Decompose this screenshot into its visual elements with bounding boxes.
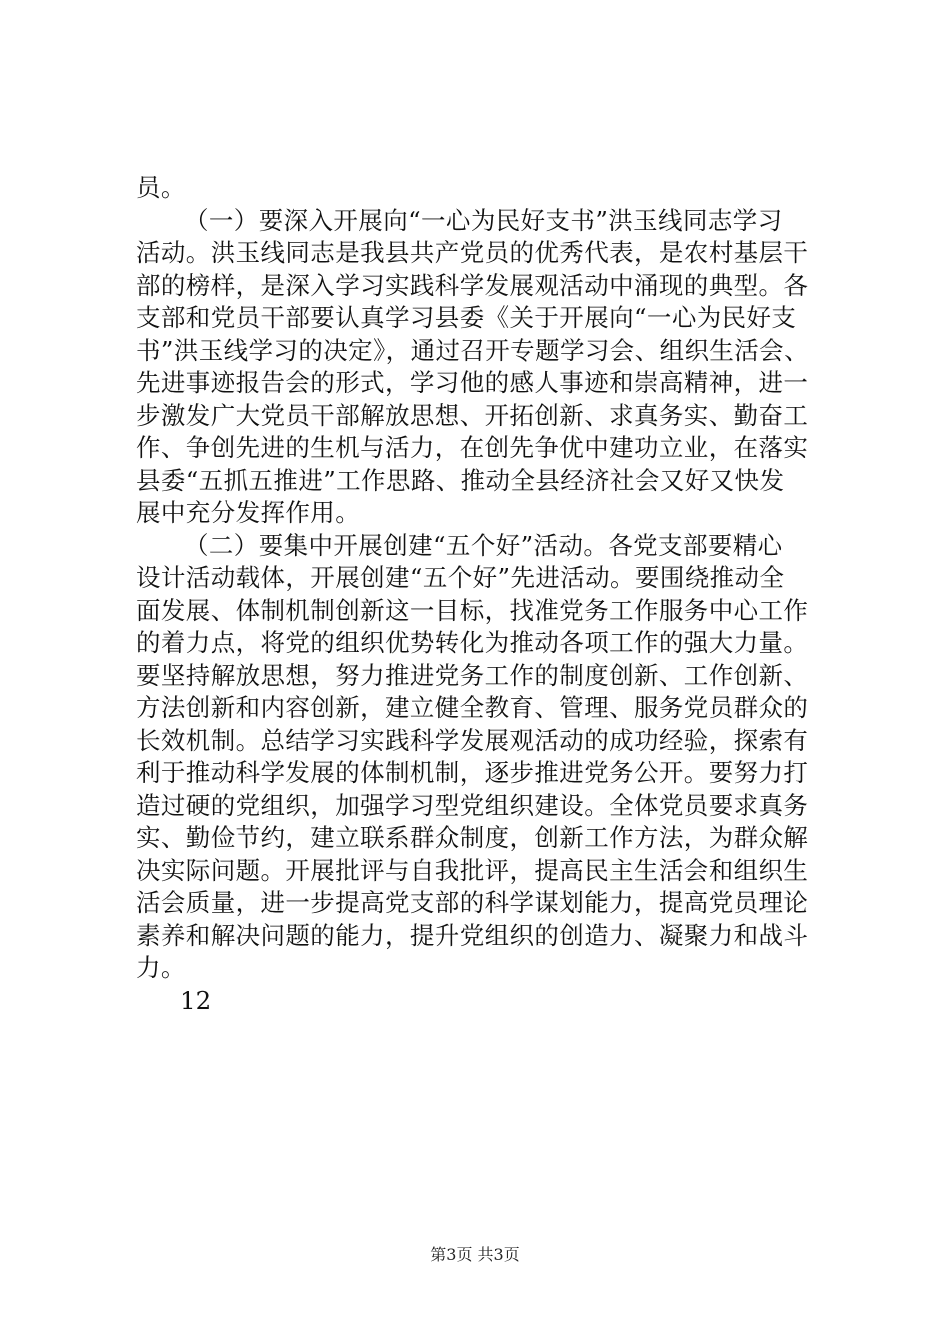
trailing-number: 12	[180, 985, 212, 1015]
text-line: 部的榜样，是深入学习实践科学发展观活动中涌现的典型。各	[136, 270, 809, 300]
text-line: 造过硬的党组织，加强学习型党组织建设。全体党员要求真务	[136, 790, 809, 820]
text-line: （二）要集中开展创建“五个好”活动。各党支部要精心	[184, 530, 783, 560]
text-line: 活动。洪玉线同志是我县共产党员的优秀代表，是农村基层干	[136, 238, 809, 267]
text-line: 方法创新和内容创新，建立健全教育、管理、服务党员群众的	[136, 693, 809, 722]
text-line: 设计活动载体，开展创建“五个好”先进活动。要围绕推动全	[136, 563, 785, 592]
text-line: 员。	[136, 173, 186, 202]
text-line: 的着力点，将党的组织优势转化为推动各项工作的强大力量。	[136, 628, 809, 657]
text-line: 长效机制。总结学习实践科学发展观活动的成功经验，探索有	[136, 725, 809, 755]
text-line: （一）要深入开展向“一心为民好支书”洪玉线同志学习	[184, 205, 783, 235]
text-line: 书”洪玉线学习的决定》，通过召开专题学习会、组织生活会、	[136, 335, 809, 365]
text-line: 支部和党员干部要认真学习县委《关于开展向“一心为民好支	[136, 303, 797, 332]
text-line: 展中充分发挥作用。	[136, 498, 361, 527]
page-footer: 第3页 共3页	[430, 1245, 520, 1264]
text-line: 决实际问题。开展批评与自我批评，提高民主生活会和组织生	[136, 855, 809, 885]
document-body	[136, 172, 836, 1017]
text-line: 素养和解决问题的能力，提升党组织的创造力、凝聚力和战斗	[136, 920, 809, 950]
text-line: 利于推动科学发展的体制机制，逐步推进党务公开。要努力打	[136, 758, 809, 787]
paragraph-lines	[136, 172, 836, 985]
text-line: 先进事迹报告会的形式，学习他的感人事迹和崇高精神，进一	[136, 368, 809, 397]
text-line: 要坚持解放思想，努力推进党务工作的制度创新、工作创新、	[136, 660, 809, 690]
text-line: 作、争创先进的生机与活力，在创先争优中建功立业，在落实	[136, 433, 809, 462]
text-line: 实、勤俭节约，建立联系群众制度，创新工作方法，为群众解	[136, 823, 809, 852]
text-line: 县委“五抓五推进”工作思路、推动全县经济社会又好又快发	[136, 465, 785, 495]
text-line: 活会质量，进一步提高党支部的科学谋划能力，提高党员理论	[136, 888, 809, 917]
text-line: 步激发广大党员干部解放思想、开拓创新、求真务实、勤奋工	[136, 400, 809, 430]
text-line: 力。	[136, 953, 186, 982]
text-line: 面发展、体制机制创新这一目标，找准党务工作服务中心工作	[136, 595, 809, 625]
